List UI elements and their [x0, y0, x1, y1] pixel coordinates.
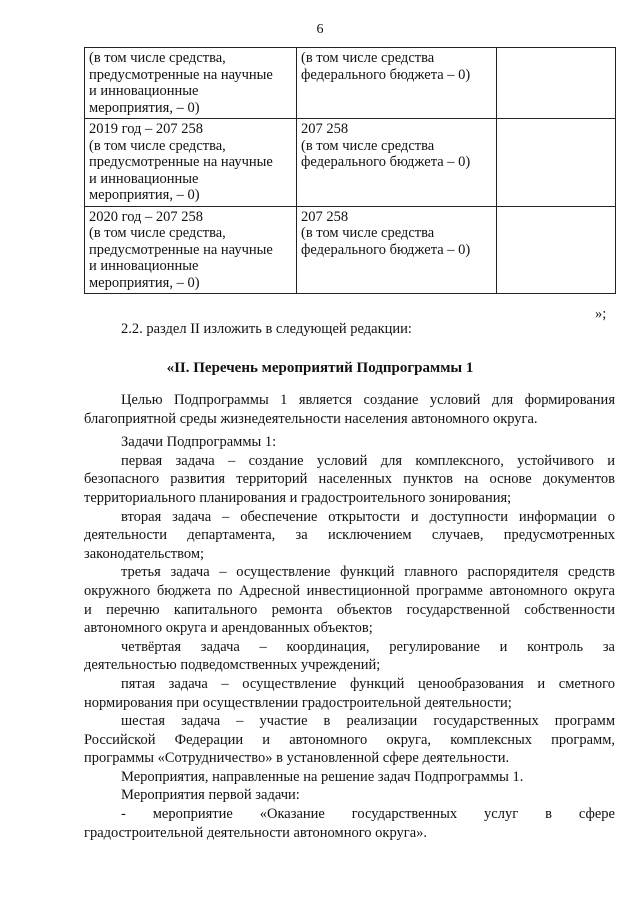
paragraph-line: благоприятной среды жизнедеятельности населения автономного округа. [84, 410, 538, 427]
cell-line: 2020 год – 207 258 [89, 208, 204, 225]
paragraph-line: Задачи Подпрограммы 1: [121, 434, 277, 451]
paragraph [84, 768, 615, 787]
paragraph [84, 638, 615, 675]
paragraph-line: шестая задача – участие в реализации государственных программ [121, 713, 615, 730]
table-cell [297, 206, 497, 294]
cell-line: (в том числе средства, [89, 50, 226, 66]
cell-line: и инновационные [89, 170, 199, 187]
paragraph [84, 712, 615, 768]
cell-line: и инновационные [89, 83, 199, 99]
paragraph-line: Целью Подпрограммы 1 является создание условий для формирования [121, 392, 615, 408]
paragraph [84, 805, 615, 842]
paragraph-line: деятельностью подведомственных учреждений; [84, 657, 381, 674]
cell-line: мероприятия, – 0) [89, 187, 200, 203]
cell-line: (в том числе средства [301, 50, 435, 66]
table-cell [85, 206, 297, 294]
cell-line: предусмотренные на научные [89, 66, 273, 83]
table-cell [497, 206, 616, 294]
cell-line: и инновационные [89, 258, 199, 274]
paragraph [84, 563, 615, 637]
paragraph-line: четвёртая задача – координация, регулирование и контроль за [121, 638, 615, 655]
paragraph [84, 391, 615, 428]
cell-line: (в том числе средства [301, 225, 435, 241]
table-cell [297, 48, 497, 119]
amendment-intro: 2.2. раздел II изложить в следующей редакции: [121, 321, 412, 337]
paragraph-line: градостроительной деятельности автономного округа». [84, 824, 428, 841]
closing-quote: »; [595, 306, 607, 322]
table-cell [85, 119, 297, 207]
cell-line: 207 258 [301, 121, 349, 137]
cell-line: 2019 год – 207 258 [89, 121, 204, 137]
cell-line: федерального бюджета – 0) [301, 66, 471, 83]
paragraph [84, 675, 615, 712]
paragraph-line: третья задача – осуществление функций главного распорядителя средств [121, 564, 615, 581]
paragraph [84, 452, 615, 508]
paragraph-line: Мероприятия первой задачи: [121, 787, 300, 804]
cell-line: предусмотренные на научные [89, 154, 273, 170]
paragraph-line: первая задача – создание условий для комплексного, устойчивого и [121, 452, 615, 469]
paragraph-line: Российской Федерации и автономного округа, комплексных программ, [84, 731, 615, 748]
paragraph [84, 786, 615, 805]
paragraph-line: территориального планирования и градостроительного зонирования; [84, 489, 512, 506]
cell-line: федерального бюджета – 0) [301, 241, 471, 258]
paragraph-line: законодательством; [84, 545, 205, 562]
table-cell [497, 119, 616, 207]
cell-line: 207 258 [301, 208, 349, 225]
table-row [85, 48, 616, 119]
paragraph-line: пятая задача – осуществление функций ценообразования и сметного [121, 675, 615, 692]
paragraph-line: и перечню капитального ремонта объектов государственной собственности [84, 601, 615, 618]
table-cell [297, 119, 497, 207]
table-cell [85, 48, 297, 119]
page-number: 6 [316, 22, 324, 37]
paragraph-line: - мероприятие «Оказание государственных услуг в сфере [121, 806, 615, 823]
section-body [84, 391, 615, 842]
paragraph [84, 508, 615, 564]
cell-line: (в том числе средства [301, 137, 435, 154]
paragraph-line: автономного округа и арендованных объектов; [84, 620, 373, 637]
cell-line: предусмотренные на научные [89, 241, 273, 258]
section-heading: «II. Перечень мероприятий Подпрограммы 1 [166, 360, 474, 376]
paragraph-line: деятельности департамента, за исключением случаев, предусмотренных [84, 527, 615, 544]
paragraph-line: нормирования при осуществлении градостроительной деятельности; [84, 694, 512, 711]
paragraph-line: программы «Сотрудничество» в установленной сфере деятельности. [84, 750, 510, 767]
paragraph-line: Мероприятия, направленные на решение задач Подпрограммы 1. [121, 768, 524, 785]
paragraph-line: безопасного развития территорий населенных пунктов на основе документов [84, 471, 615, 488]
paragraph [84, 433, 615, 452]
paragraph-line: окружного бюджета по Адресной инвестиционной программе автономного округа [84, 582, 615, 599]
cell-line: мероприятия, – 0) [89, 99, 200, 116]
table-row [85, 206, 616, 294]
cell-line: (в том числе средства, [89, 225, 226, 241]
table-cell [497, 48, 616, 119]
table-row [85, 119, 616, 207]
cell-line: (в том числе средства, [89, 137, 226, 154]
budget-table [84, 47, 616, 294]
paragraph-line: вторая задача – обеспечение открытости и доступности информации о [121, 508, 615, 525]
cell-line: федерального бюджета – 0) [301, 154, 471, 170]
cell-line: мероприятия, – 0) [89, 274, 200, 291]
